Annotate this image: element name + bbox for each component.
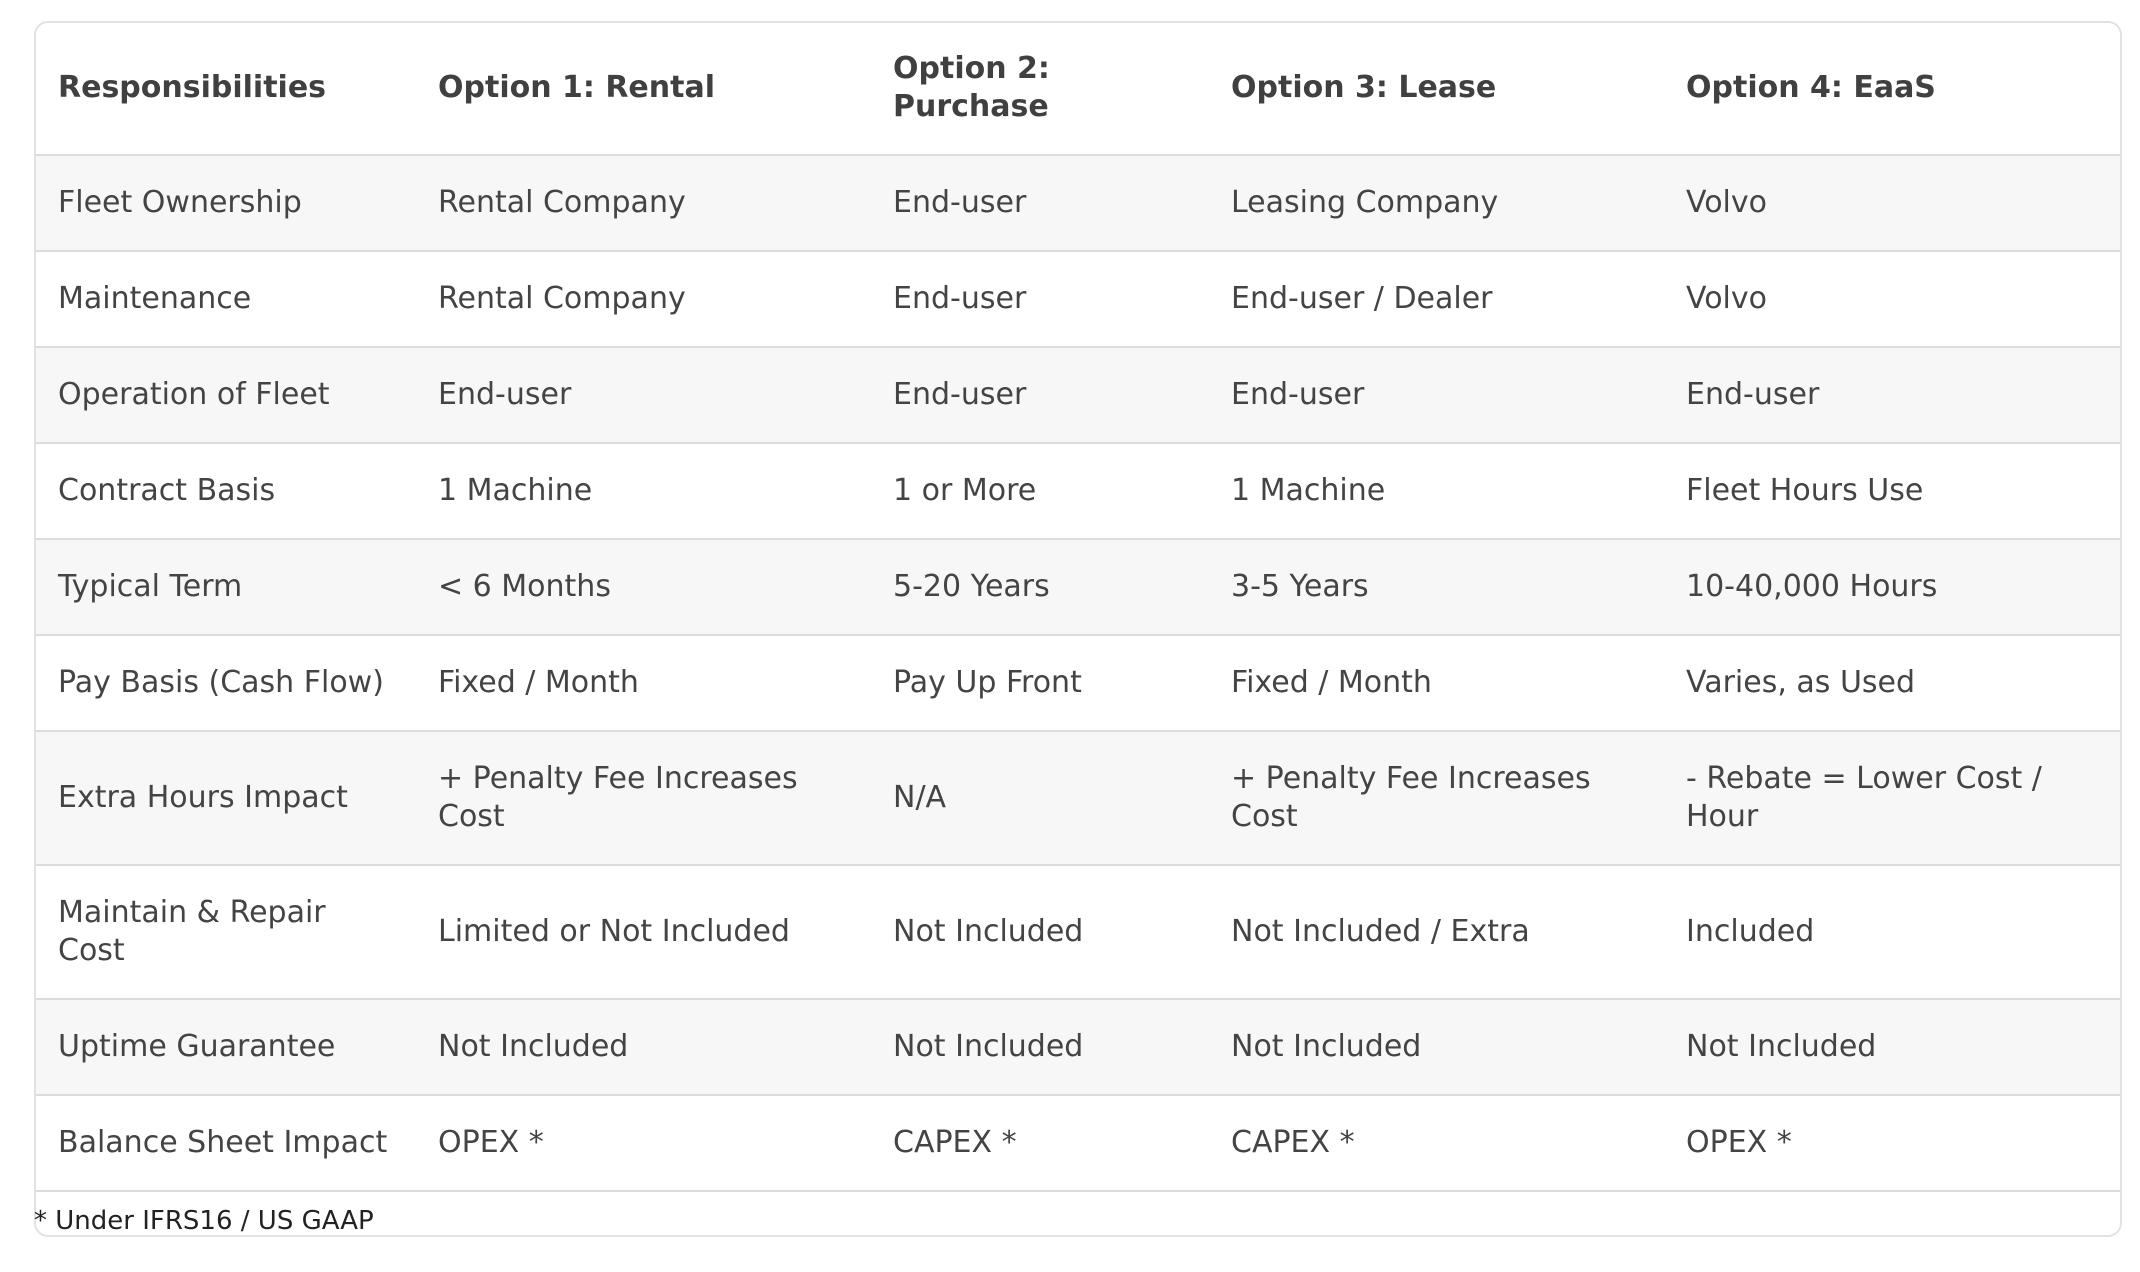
table-cell: + Penalty Fee Increases Cost <box>1207 731 1662 865</box>
table-cell: 1 Machine <box>1207 443 1662 539</box>
table-row <box>34 865 2122 999</box>
header-option-eaas: Option 4: EaaS <box>1662 21 2122 155</box>
table-cell: 1 Machine <box>414 443 869 539</box>
table-cell: End-user <box>869 347 1207 443</box>
table-cell: N/A <box>869 731 1207 865</box>
table-row <box>34 539 2122 635</box>
table-cell: - Rebate = Lower Cost / Hour <box>1662 731 2122 865</box>
table-cell: OPEX * <box>1662 1095 2122 1191</box>
header-option-rental: Option 1: Rental <box>414 21 869 155</box>
table-cell: Included <box>1662 865 2122 999</box>
comparison-table-card <box>34 21 2122 1237</box>
table-row <box>34 155 2122 251</box>
table-cell: Limited or Not Included <box>414 865 869 999</box>
footnote: * Under IFRS16 / US GAAP <box>34 1206 374 1236</box>
table-cell: End-user <box>869 251 1207 347</box>
row-label: Extra Hours Impact <box>34 731 414 865</box>
table-row <box>34 731 2122 865</box>
table-cell: Not Included / Extra <box>1207 865 1662 999</box>
table-row <box>34 1095 2122 1191</box>
table-cell: + Penalty Fee Increases Cost <box>414 731 869 865</box>
table-cell: 5-20 Years <box>869 539 1207 635</box>
table-cell: < 6 Months <box>414 539 869 635</box>
table-cell: 3-5 Years <box>1207 539 1662 635</box>
table-cell: End-user <box>869 155 1207 251</box>
table-header-row <box>34 21 2122 155</box>
table-cell: Not Included <box>414 999 869 1095</box>
table-cell: Not Included <box>1207 999 1662 1095</box>
header-option-purchase: Option 2: Purchase <box>869 21 1207 155</box>
table-cell: 10-40,000 Hours <box>1662 539 2122 635</box>
table-cell: 1 or More <box>869 443 1207 539</box>
table-cell: End-user <box>1662 347 2122 443</box>
row-label: Uptime Guarantee <box>34 999 414 1095</box>
table-cell: Not Included <box>1662 999 2122 1095</box>
table-cell: Volvo <box>1662 251 2122 347</box>
table-cell: Pay Up Front <box>869 635 1207 731</box>
comparison-table <box>34 21 2122 1192</box>
table-cell: Rental Company <box>414 155 869 251</box>
table-row <box>34 999 2122 1095</box>
table-row <box>34 347 2122 443</box>
row-label: Balance Sheet Impact <box>34 1095 414 1191</box>
table-cell: CAPEX * <box>1207 1095 1662 1191</box>
table-cell: End-user <box>414 347 869 443</box>
header-option-lease: Option 3: Lease <box>1207 21 1662 155</box>
table-cell: OPEX * <box>414 1095 869 1191</box>
header-responsibilities: Responsibilities <box>34 21 414 155</box>
table-row <box>34 635 2122 731</box>
table-cell: Fixed / Month <box>414 635 869 731</box>
row-label: Pay Basis (Cash Flow) <box>34 635 414 731</box>
table-cell: Volvo <box>1662 155 2122 251</box>
row-label: Maintenance <box>34 251 414 347</box>
row-label: Typical Term <box>34 539 414 635</box>
table-cell: CAPEX * <box>869 1095 1207 1191</box>
table-row <box>34 443 2122 539</box>
table-cell: Not Included <box>869 999 1207 1095</box>
table-cell: Leasing Company <box>1207 155 1662 251</box>
row-label: Fleet Ownership <box>34 155 414 251</box>
table-cell: Varies, as Used <box>1662 635 2122 731</box>
row-label: Maintain & Repair Cost <box>34 865 414 999</box>
table-cell: End-user / Dealer <box>1207 251 1662 347</box>
table-cell: Not Included <box>869 865 1207 999</box>
table-row <box>34 251 2122 347</box>
row-label: Operation of Fleet <box>34 347 414 443</box>
table-cell: End-user <box>1207 347 1662 443</box>
table-cell: Fixed / Month <box>1207 635 1662 731</box>
table-cell: Rental Company <box>414 251 869 347</box>
row-label: Contract Basis <box>34 443 414 539</box>
table-cell: Fleet Hours Use <box>1662 443 2122 539</box>
